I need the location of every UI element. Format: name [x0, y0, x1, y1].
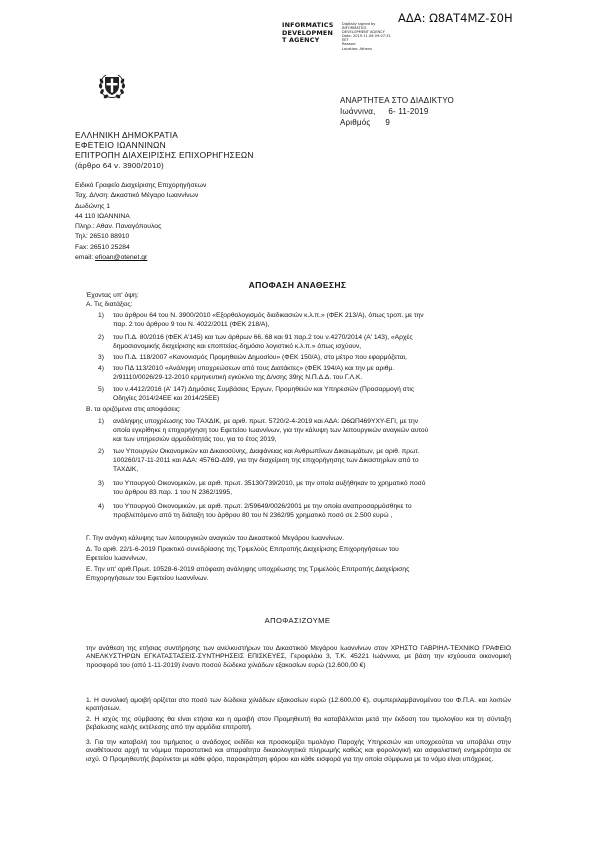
header-line: (άρθρο 64 ν. 3900/2010)	[75, 160, 164, 170]
issuer-header	[75, 130, 254, 171]
logo-word: DEVELOPMEN	[282, 28, 334, 37]
decision-title: ΑΠΟΦΑΣΙΖΟΥΜΕ	[264, 616, 331, 625]
item-line: και των υπηρεσιών αρμοδιότητάς του, για το έτος 2019,	[113, 436, 277, 443]
section-e-line: Ε. Την υπ' αριθ.Πρωτ. 10528-6-2019 απόφαση ανάληψης υποχρέωσης της Τριμελούς Επιτροπής Διαχείρισης	[86, 566, 410, 573]
item-number: 2)	[98, 334, 104, 341]
decision-paragraph: 3. Για την καταβολή του τιμήματος ο ανάδοχος εκδίδει και προσκομίζει τιμολόγιο Παροχής Υπηρεσιών και υποχρεούται να υποβάλει στην αναθέτουσα αρχή τα νόμιμα παραστατικά και απαραίτητα δικαιολογητικά πληρωμής καθώς και φορολογική και ασφαλιστική ενημερότητα σε ισχύ. Ο Προμηθευτής βαρύνεται με κάθε φόρο, παρακράτηση φόρου και κάθε εισφορά για την οποία σύμφωνα με το νόμο είναι υπόχρεος.	[86, 739, 511, 763]
section-e-line: Επιχορηγήσεων του Εφετείου Ιωαννίνων.	[86, 575, 209, 582]
item-line: του ΠΔ 113/2010 «Ανάληψη υποχρεώσεων από τους Διατάκτες» (ΦΕΚ 194/Α) και την με αριθμ.	[113, 365, 395, 372]
signature-line: EET	[342, 38, 349, 43]
section-d-line: Εφετείου Ιωαννίνων,	[86, 555, 148, 562]
header-line: ΕΛΛΗΝΙΚΗ ΔΗΜΟΚΡΑΤΙΑ	[75, 130, 179, 140]
section-a-heading: Α. Τις διατάξεις:	[86, 301, 133, 308]
contact-line: Δωδώνης 1	[75, 202, 111, 210]
contact-line: Ειδικό Γραφείο Διαχείρισης Επιχορηγήσεων	[75, 182, 207, 189]
item-number: 2)	[98, 448, 104, 455]
item-number: 1)	[98, 418, 104, 425]
item-line: 100260/17-11-2011 και ΑΔΑ: 4576Ω-Δ99, για την διαχείριση της επιχορήγησης των Δικαστηρίων από το	[113, 457, 419, 464]
email-label: email:	[75, 254, 94, 262]
decision-paragraph: 1. Η συνολική αμοιβή ορίζεται στο ποσό των δώδεκα χιλιάδων εξακοσίων ευρώ (12.600,00 €), συμπεριλαμβανομένου του Φ.Π.Α. και λοιπών κρατήσεων.	[86, 697, 511, 713]
signature-line: Digitally signed by	[342, 22, 376, 26]
number-label: Αριθμός	[340, 117, 371, 127]
signature-line: INFORMATICS	[342, 26, 367, 31]
signature-line: Reason:	[342, 42, 357, 47]
item-number: 4)	[98, 365, 104, 372]
item-line: του άρθρου 64 του Ν. 3900/2010 «Εξορθολογισμός διαδικασιών κ.λ.π.» (ΦΕΚ 213/Α), όπως τροπ. με την	[113, 312, 424, 319]
date-label: Ιωάννινα,	[340, 106, 376, 116]
item-line: ανάληψης υποχρέωσης του ΤΑΧΔΙΚ, με αριθ. πρωτ. 5720/2-4-2019 και ΑΔΑ: Ω6ΩΠ469ΥΧΥ-ΕΓΙ, με την	[113, 418, 419, 425]
item-number: 3)	[98, 354, 104, 361]
item-line: προβλεπόμενο από τη διάταξη του άρθρου 80 του Ν 2362/95 χρηματικό ποσό σε 2.500 ευρώ ,	[113, 512, 393, 519]
signature-line: DEVELOPMENT AGENCY	[342, 30, 385, 35]
signature-line: Location: Athens	[342, 46, 372, 51]
contact-line: Fax: 26510 25284	[75, 243, 130, 251]
header-line: ΕΦΕΤΕΙΟ ΙΩΑΝΝΙΝΩΝ	[75, 140, 166, 151]
ada-code: ΑΔΑ: Ω8ΑΤ4ΜΖ-Σ0Η	[398, 11, 513, 25]
date-line	[340, 107, 454, 118]
section-c: Γ. Την ανάγκη κάλυψης των λειτουργικών αναγκών του Δικαστικού Μεγάρου Ιωαννίνων.	[86, 535, 344, 542]
signature-line: Date: 2019.11.06 09:07:31	[342, 34, 391, 39]
header-line: ΕΠΙΤΡΟΠΗ ΔΙΑΧΕΙΡΙΣΗΣ ΕΠΙΧΟΡΗΓΗΣΕΩΝ	[75, 150, 254, 161]
item-line: του Υπουργού Οικονομικών, με αριθ. πρωτ. 2/59649/0026/2001 με την οποία αναπροσαρμόσθηκε το	[113, 503, 412, 510]
section-b-heading: Β. τα οριζόμενα στις αποφάσεις:	[86, 406, 181, 413]
posting-line: ΑΝΑΡΤΗΤΕΑ ΣΤΟ ΔΙΑΔΙΚΤΥΟ	[340, 96, 454, 105]
contact-line: 44 110 ΙΩΑΝΝΙΝΑ	[75, 212, 130, 220]
item-line: του Π.Δ. 80/2016 (ΦΕΚ Α'145) και των άρθρων 66, 68 και 91 παρ.2 του ν.4270/2014 (Α' 143), «Αρχές	[113, 334, 413, 341]
posting-info	[340, 96, 454, 128]
item-number: 5)	[98, 386, 104, 393]
item-line: δημοσιονομικής διαχείρισης και εποπτείας-δημόσιο λογιστικό κ.λ.π.» όπως ισχύουν,	[113, 343, 362, 350]
number-line	[340, 118, 454, 129]
item-number: 1)	[98, 312, 104, 319]
logo-word: INFORMATICS	[282, 21, 334, 29]
contact-line: Πληρ.: Αθαν. Παναγόπουλος	[75, 223, 162, 231]
item-line: Οδηγίες 2014/24ΕΕ και 2014/25ΕΕ)	[113, 395, 220, 402]
contact-block	[75, 181, 206, 263]
greek-emblem-icon	[97, 69, 127, 108]
item-line: των Υπουργών Οικονομικών και Δικαιοσύνης, Διαφάνειας και Ανθρωπίνων Δικαιωμάτων, με αριθ. πρωτ.	[113, 448, 420, 455]
number-value: 9	[385, 117, 390, 127]
email-line	[75, 253, 206, 263]
item-line: παρ. 2 του άρθρου 9 του Ν. 4022/2011 (ΦΕΚ 218/Α),	[113, 321, 270, 328]
item-line: του Π.Δ. 118/2007 «Κανονισμός Προμηθειών Δημοσίου» (ΦΕΚ 150/Α), στο μέτρο που εφαρμόζεται,	[113, 354, 407, 361]
item-line: του ν.4412/2016 (Α' 147) Δημόσιες Συμβάσεις Έργων, Προμηθειών και Υπηρεσιών (Προσαρμογή στις	[113, 386, 415, 393]
item-line: 2/91110/0026/29-12-2010 ερμηνευτική εγκύκλιο της Δ/νσης 39ης Ν.Π.Δ.Δ. του Γ.Λ.Κ.	[113, 374, 363, 381]
decision-paragraph: 2. Η ισχύς της σύμβασης θα είναι ετήσια και η αμοιβή στον Προμηθευτή θα καταβάλλεται μετά την έκδοση του τιμολογίου και τη σύνταξη βεβαίωσης καλής εκτέλεσης από την αρμόδια επιτροπή.	[86, 716, 511, 732]
contact-line: Τηλ: 26510 88910	[75, 233, 130, 241]
date-value: 6- 11-2019	[388, 106, 429, 116]
item-number: 3)	[98, 480, 104, 487]
logo-word: T AGENCY	[282, 36, 320, 45]
section-d-line: Δ. Το αριθ. 22/1-6-2019 Πρακτικό συνεδρίασης της Τριμελούς Επιτροπής Διαχείρισης Επιχορηγήσεων του	[86, 546, 399, 553]
contact-line: Ταχ. Δ/νση: Δικαστικό Μέγαρο Ιωαννίνων	[75, 192, 199, 200]
item-number: 4)	[98, 503, 104, 510]
decision-paragraph: την ανάθεση της ετήσιας συντήρησης των ανελκυστήρων του Δικαστικού Μεγάρου Ιωαννίνων στον ΧΡΗΣΤΟ ΓΑΒΡΙΗΛ-ΤΕΧΝΙΚΟ ΓΡΑΦΕΙΟ ΑΝΕΛΚΥΣΤΗΡΩΝ ΕΓΚΑΤΑΣΤΑΣΕΙΣ-ΣΥΝΤΗΡΗΣΕΙΣ ΕΠΙΣΚΕΥΕΣ, Γεροφιλάκι 3, Τ.Κ. 45221 Ιωάννινα, με βάση την ισχύουσα οικονομική προσφορά του (από 1-11-2019) έναντι ποσού δώδεκα χιλιάδων εξακοσίων ευρώ (12.600,00 €)	[86, 645, 511, 669]
item-line: του άρθρου 83 παρ. 1 του Ν 2362/1995,	[113, 489, 232, 496]
document-title: ΑΠΟΦΑΣΗ ΑΝΑΘΕΣΗΣ	[248, 280, 347, 290]
intro-text: Έχοντας υπ' όψη:	[86, 292, 139, 299]
item-line: του Υπουργού Οικονομικών, με αριθ. πρωτ. 35130/739/2010, με την οποία αυξήθηκαν το χρηματικό ποσό	[113, 480, 426, 487]
signature-details	[342, 22, 391, 51]
item-line: οποία εγκρίθηκε η επιχορήγηση του Εφετείου Ιωαννίνων, για την κάλυψη των λειτουργικών αναγκών αυτού	[113, 427, 429, 434]
item-line: ΤΑΧΔΙΚ,	[113, 466, 139, 473]
email-link[interactable]: efioan@otenet.gr	[95, 254, 148, 262]
signature-logo	[282, 22, 432, 50]
